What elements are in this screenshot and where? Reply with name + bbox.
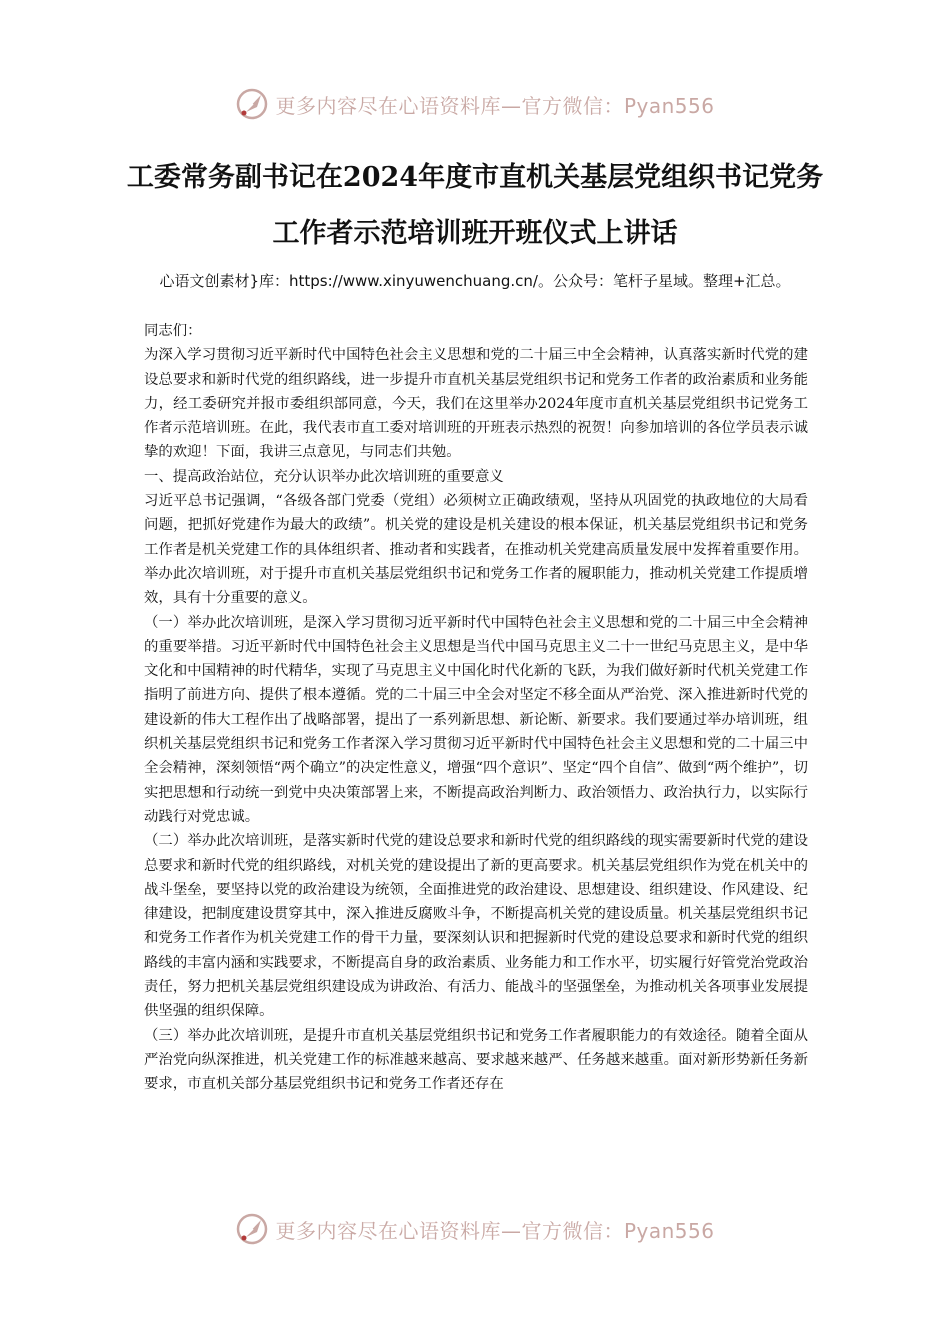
paragraph: （一）举办此次培训班，是深入学习贯彻习近平新时代中国特色社会主义思想和党的二十届三中全会精神的重要举措。习近平新时代中国特色社会主义思想是当代中国马克思主义二十一世纪马克思主义，是中华文化和中国精神的时代精华，实现了马克思主义中国化时代化新的飞跃，为我们做好新时代机关党建工作指明了前进方向、提供了根本遵循。党的二十届三中全会对坚定不移全面从严治党、深入推进新时代党的建设新的伟大工程作出了战略部署，提出了一系列新思想、新论断、新要求。我们要通过举办培训班，组织机关基层党组织书记和党务工作者深入学习贯彻习近平新时代中国特色社会主义思想和党的二十届三中全会精神，深刻领悟“两个确立”的决定性意义，增强“四个意识”、坚定“四个自信”、做到“两个维护”，切实把思想和行动统一到党中央决策部署上来，不断提高政治判断力、政治领悟力、政治执行力，以实际行动践行对党忠诚。: [144, 614, 808, 825]
quill-logo-icon: [235, 87, 269, 121]
paragraph-salutation: 同志们：: [144, 323, 202, 339]
paragraph: 习近平总书记强调，“各级各部门党委（党组）必须树立正确政绩观，坚持从巩固党的执政地位的大局看问题，把抓好党建作为最大的政绩”。机关党的建设是机关建设的根本保证，机关基层党组织书记和党务工作者是机关党建工作的具体组织者、推动者和实践者，在推动机关党建高质量发展中发挥着重要作用。举办此次培训班，对于提升市直机关基层党组织书记和党务工作者的履职能力，推动机关党建工作提质增效，具有十分重要的意义。: [144, 493, 808, 607]
footer-banner: [0, 1209, 950, 1249]
paragraph-intro: 为深入学习贯彻习近平新时代中国特色社会主义思想和党的二十届三中全会精神，认真落实新时代党的建设总要求和新时代党的组织路线，进一步提升市直机关基层党组织书记和党务工作者的政治素质和业务能力，经工委研究并报市委组织部同意，今天，我们在这里举办2024年度市直机关基层党组织书记党务工作者示范培训班。在此，我代表市直工委对培训班的开班表示热烈的祝贺！向参加培训的各位学员表示诚挚的欢迎！下面，我讲三点意见，与同志们共勉。: [144, 347, 808, 461]
banner-text: 更多内容尽在心语资料库—官方微信：Pyan556: [275, 1218, 715, 1243]
document-body: [144, 319, 808, 1097]
paragraph: （二）举办此次培训班，是落实新时代党的建设总要求和新时代党的组织路线的现实需要新时代党的建设总要求和新时代党的组织路线，对机关党的建设提出了新的更高要求。机关基层党组织作为党在机关中的战斗堡垒，要坚持以党的政治建设为统领，全面推进党的政治建设、思想建设、组织建设、作风建设、纪律建设，把制度建设贯穿其中，深入推进反腐败斗争，不断提高机关党的建设质量。机关基层党组织书记和党务工作者作为机关党建工作的骨干力量，要深刻认识和把握新时代党的建设总要求和新时代党的组织路线的丰富内涵和实践要求，不断提高自身的政治素质、业务能力和工作水平，切实履行好管党治党政治责任，努力把机关基层党组织建设成为讲政治、有活力、能战斗的坚强堡垒，为推动机关各项事业发展提供坚强的组织保障。: [144, 833, 808, 1020]
source-line: 心语文创素材}库：https://www.xinyuwenchuang.cn/。公众号：笔杆子星域。整理+汇总。: [159, 272, 791, 290]
header-banner: [0, 84, 950, 124]
quill-logo-icon: [235, 1212, 269, 1246]
document-title: 工委常务副书记在2024年度市直机关基层党组织书记党务工作者示范培训班开班仪式上讲话: [126, 162, 824, 249]
banner-text: 更多内容尽在心语资料库—官方微信：Pyan556: [275, 93, 715, 118]
paragraph: （三）举办此次培训班，是提升市直机关基层党组织书记和党务工作者履职能力的有效途径。随着全面从严治党向纵深推进，机关党建工作的标准越来越高、要求越来越严、任务越来越重。面对新形势新任务新要求，市直机关部分基层党组织书记和党务工作者还存在: [144, 1027, 808, 1093]
section-heading-1: 一、提高政治站位，充分认识举办此次培训班的重要意义: [144, 468, 504, 485]
